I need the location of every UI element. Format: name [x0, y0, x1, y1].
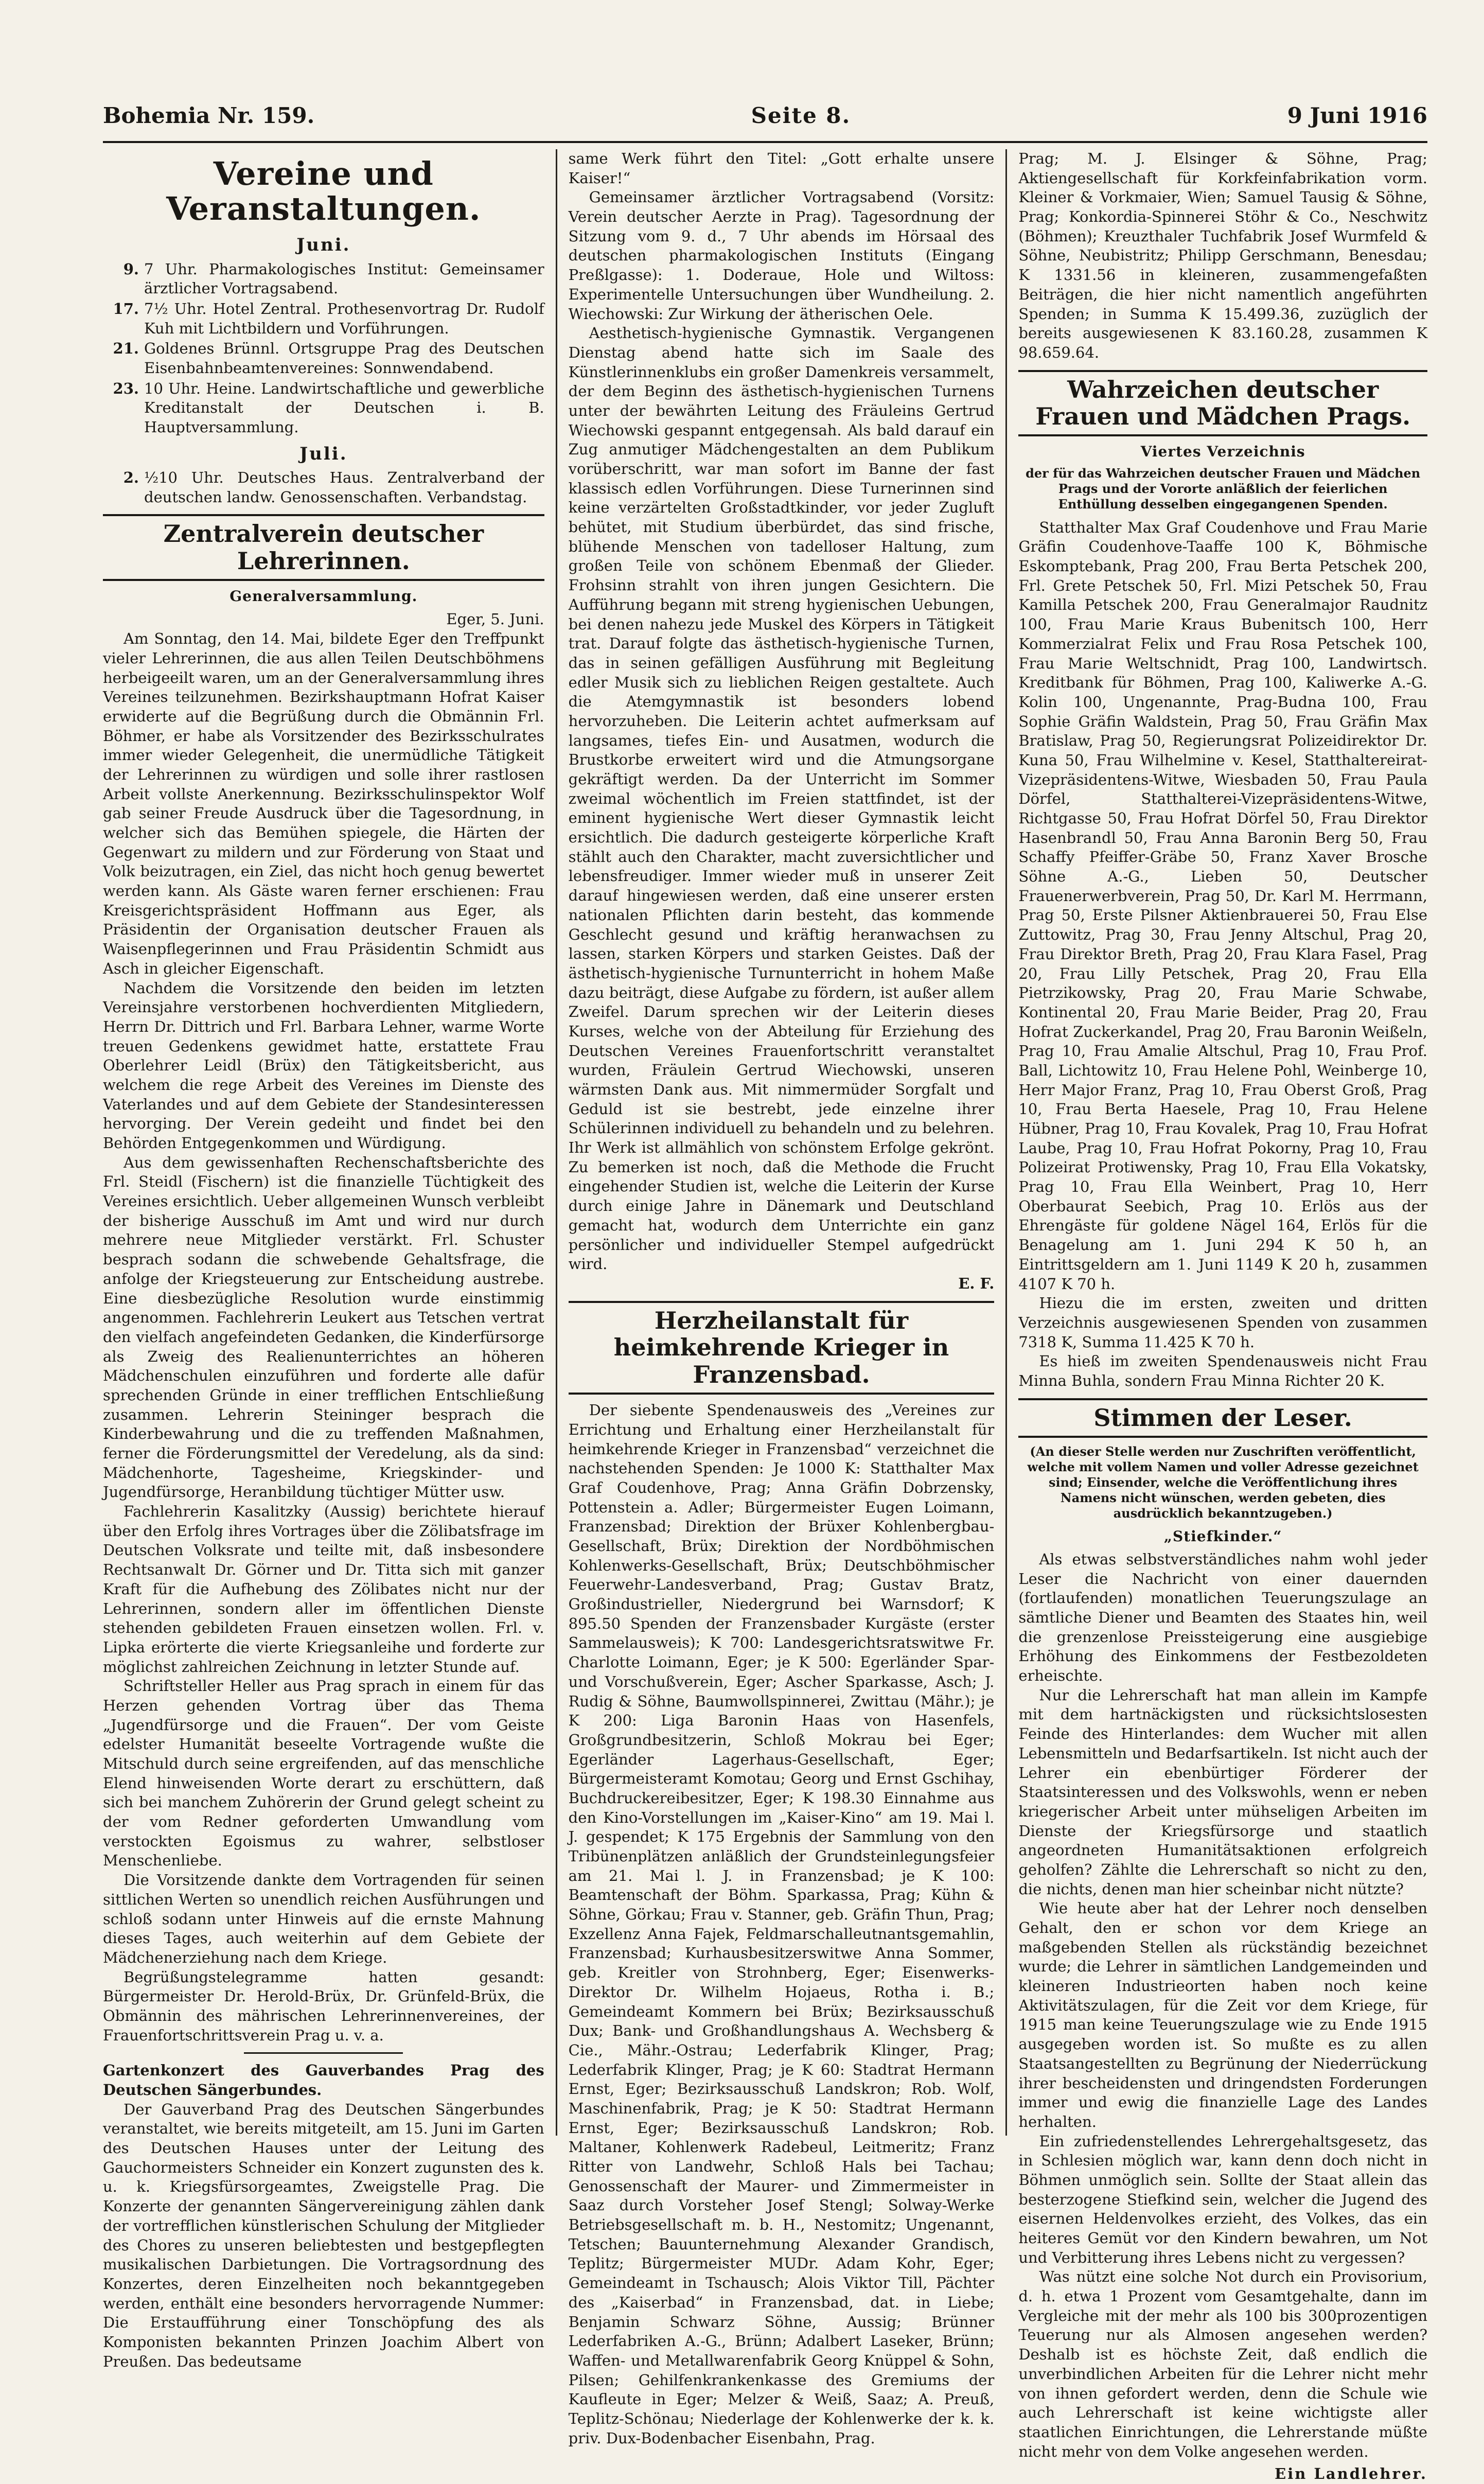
event-day: 17. [113, 300, 139, 318]
article-paragraph: Am Sonntag, den 14. Mai, bildete Eger den Treffpunkt vieler Lehrerinnen, die aus allen Teilen Deutschböhmens herbeigeeilt waren, um an der Generalversammlung ihres Vereines teilzunehmen. Bezirkshauptmann Hofrat Kaiser erwiderte auf die Begrüßung durch die Obmännin Frl. Böhmer, er habe als Vorsitzender des Bezirksschulrates immer wieder Gelegenheit, die unermüdliche Tätigkeit der Lehrerinnen zu würdigen und solle ihrer rastlosen Arbeit vollste Anerkennung. Bezirksschulinspektor Wolf gab seiner Freude Ausdruck über die Tagesordnung, in welcher sich das Bemühen spiegele, die Härten der Gegenwart zu mildern und zur Förderung von Staat und Volk beizutragen, ein Ziel, das nicht hoch genug bewertet werden kann. Als Gäste waren ferner erschienen: Frau Kreisgerichtspräsident Hoffmann aus Eger, als Präsidentin der Organisation deutscher Frauen als Waisenpflegerinnen und Frau Präsidentin Schmidt aus Asch in gleicher Eigenschaft. [103, 630, 544, 977]
event-day: 23. [113, 379, 139, 397]
article-paragraph: Der Gauverband Prag des Deutschen Sängerbundes veranstaltet, wie bereits mitgeteilt, am 15. Juni im Garten des Deutschen Hauses unter der Leitung des Gauchormeisters Schneider ein Konzert zugunsten des k. u. k. Kriegsfürsorgeamtes, Zweigstelle Prag. Die Konzerte der genannten Sängervereinigung zählen dank der vortrefflichen künstlerischen Schulung der Mitglieder des Chores zu unseren beliebtesten und bestgepflegten musikalischen Darbietungen. Die Vortragsordnung des Konzertes, deren Einzelheiten noch bekanntgegeben werden, enthält eine besonders hervorragende Nummer: Die Erstaufführung einer Tonschöpfung des als Komponisten bekannten Prinzen Joachim Albert von Preußen. Das bedeutsame [103, 2100, 544, 2370]
article-paragraph: Aesthetisch-hygienische Gymnastik. Vergangenen Dienstag abend hatte sich im Saale des Künstlerinnenklubs ein großer Damenkreis versammelt, der dem Beginn des ästhetisch-hygienischen Turnens unter der bewährten Leitung des Fräuleins Gertrud Wiechowski gespannt entgegensah. Als bald darauf ein Zug anmutiger Mädchengestalten an dem Publikum vorüberschritt, war man sofort im Banne der fast klassisch edlen Vorführungen. Diese Turnerinnen sind keine verzärtelten Großstadtkinder, vor jeder Zugluft behütet, mit Studium überbürdet, das sind frische, blühende Menschen von tadelloser Haltung, zum großen Teile von schönem Ebenmaß der Glieder. Frohsinn strahlt von ihren jungen Gesichtern. Die Aufführung begann mit streng hygienischen Uebungen, bei denen nahezu jede Muskel des Körpers in Tätigkeit trat. Darauf folgte das ästhetisch-hygienische Turnen, das in seinen gefälligen Ausführung mit Begleitung edler Musik sich zu lieblichen Reigen gestaltete. Auch die Atemgymnastik ist besonders lobend hervorzuheben. Die Leiterin achtet aufmerksam auf langsames, tiefes Ein- und Ausatmen, wodurch die Brustkorbe erweitert wird und die Atmungsorgane gekräftigt werden. Da der Unterricht im Sommer zweimal wöchentlich im Freien stattfindet, ist der eminent hygienische Wert dieser Gymnastik leicht ersichtlich. Die dadurch gesteigerte körperliche Kraft stählt auch den Charakter, macht zuversichtlicher und lebensfreudiger. Immer wieder muß in unserer Zeit darauf hingewiesen werden, daß eine unserer ersten nationalen Pflichten darin besteht, das kommende Geschlecht gesund und kräftig heranwachsen zu lassen, starken Körpers und starken Geistes. Daß der ästhetisch-hygienische Turnunterricht in hohem Maße dazu beiträgt, diese Aufgabe zu fördern, ist außer allem Zweifel. Darum sprechen wir der Leiterin dieses Kurses, welche von der Abteilung für Erziehung des Deutschen Vereines Frauenfortschritt veranstaltet wurden, Fräulein Gertrud Wiechowski, unseren wärmsten Dank aus. Mit nimmermüder Sorgfalt und Geduld ist sie bestrebt, jede einzelne ihrer Schülerinnen individuell zu behandeln und zu belehren. Ihr Werk ist allmählich von schönstem Erfolge gekrönt. Zu bemerken ist noch, daß die Methode die Frucht eingehender Studien ist, welche die Leiterin der Kurse durch einige Jahre in Dänemark und Deutschland gemacht hat, wodurch dem Unterrichte ein ganz persönlicher und individueller Stempel aufgedrückt wird. [568, 324, 995, 1273]
article-paragraph: Nur die Lehrerschaft hat man allein im Kampfe mit dem hartnäckigsten und rücksichtslosesten Feinde des Hinterlandes: dem Wucher mit allen Lebensmitteln und Bedarfsartikeln. Ist nicht auch der Lehrer ein ebenbürtiger Förderer der Staatsinteressen und des Volkswohls, wenn er neben kriegerischer Arbeit unter mühseligen Arbeiten im Dienste der Kriegsfürsorge und staatlich angeordneten Humanitätsaktionen erfolgreich geholfen? Zählte die Lehrerschaft so nicht zu den, die nichts, denen man hier scheinbar nicht nützte? [1018, 1686, 1427, 1898]
article-paragraph: Aus dem gewissenhaften Rechenschaftsberichte des Frl. Steidl (Fischern) ist die finanzielle Tüchtigkeit des Vereines ersichtlich. Ueber allgemeinen Wunsch verbleibt der bisherige Ausschuß im Amt und wird nur durch mehrere neue Mitglieder verstärkt. Frl. Schuster besprach sodann die schwebende Gehaltsfrage, die anfolge der Kriegsteuerung zur Entscheidung austrebe. Eine diesbezügliche Resolution wurde einstimmig angenommen. Fachlehrerin Leukert aus Tetschen vertrat den vielfach angefeindeten Gedanken, die Kinderfürsorge als Zweig des Realienunterrichtes an höheren Mädchenschulen einzuführen und forderte alle dafür sprechenden Gründe in einer trefflichen Entschließung zusammen. Lehrerin Steininger besprach die Kinderbewahrung und die zu treffenden Maßnahmen, ferner die Förderungsmittel der Veredelung, als da sind: Mädchenhorte, Tagesheime, Kriegskinder- und Jugendfürsorge, Heranbildung tüchtiger Mütter usw. [103, 1153, 544, 1501]
article-paragraph: Hiezu die im ersten, zweiten und dritten Verzeichnis ausgewiesenen Spenden von zusammen 7318 K, Summa 11.425 K 70 h. [1018, 1294, 1427, 1351]
event-item [103, 379, 544, 437]
event-day: 21. [113, 340, 139, 358]
article-paragraph: Es hieß im zweiten Spendenausweis nicht Frau Minna Buhla, sondern Frau Minna Richter 20 K. [1018, 1352, 1427, 1389]
section-header [103, 514, 544, 581]
month-june: Juni. [296, 235, 351, 256]
column-1 [103, 149, 556, 2370]
event-text: 7 Uhr. Pharmakologisches Institut: Gemeinsamer ärztlicher Vortragsabend. [144, 260, 544, 297]
event-text: Goldenes Brünnl. Ortsgruppe Prag des Deutschen Eisenbahnbeamtenvereines: Sonnwendabend. [144, 340, 544, 377]
month-july: Juli. [299, 443, 348, 464]
article-paragraph: Die Vorsitzende dankte dem Vortragenden für seinen sittlichen Werten so unendlich reichen Ausführungen und schloß sodann unter Hinweis auf die ernste Mahnung dieses Tages, auch weiterhin auf dem Gebiete der Mädchenerziehung nach dem Kriege. [103, 1871, 544, 1966]
letter-title: „Stiefkinder.“ [1163, 1527, 1282, 1545]
article-paragraph: Prag; M. J. Elsinger & Söhne, Prag; Aktiengesellschaft für Korkfeinfabrikation vorm. Kleiner & Vorkmaier, Wien; Samuel Tausig & Söhne, Prag; Konkordia-Spinnerei Stöhr & Co., Neschwitz (Böhmen); Kreuzthaler Tuchfabrik Josef Wurmfeld & Söhne, Neubistritz; Philipp Gerschmann, Benesdau; K 1331.56 in kleineren, zusammengefaßten Beiträgen, die hier nicht namentlich angeführten Spenden; in Summa K 15.499.36, zuzüglich der bereits ausgewiesenen K 83.160.28, zusammen K 98.659.64. [1018, 150, 1427, 361]
article-paragraph: Wie heute aber hat der Lehrer noch denselben Gehalt, den er schon vor dem Kriege an maßgebenden Stellen als rückständig bezeichnet wurde; die Lehrer in sämtlichen Landgemeinden und kleineren Industrieorten haben noch keine Aktivitätszulagen, für die Zeit vor dem Kriege, für 1915 man keine Teuerungszulage wie zu Ende 1915 ausgegeben worden ist. So mußte es zu allen Staatsangestellten zu Begrünung der Niederrückung ihrer bescheidensten und dringendsten Forderungen immer und ewig die finanzielle Lage des Landes herhalten. [1018, 1899, 1427, 2130]
column-3 [1005, 149, 1427, 2483]
article-paragraph: Statthalter Max Graf Coudenhove und Frau Marie Gräfin Coudenhove-Taaffe 100 K, Böhmische Eskomptebank, Prag 200, Frau Berta Petschek 200, Frl. Grete Petschek 50, Frl. Mizi Petschek 50, Frau Kamilla Petschek 200, Frau Generalmajor Raudnitz 100, Frau Marie Kraus Bubenitsch 100, Herr Kommerzialrat Felix und Frau Rosa Petschek 100, Frau Marie Weltschnidt, Prag 100, Landwirtsch. Kreditbank für Böhmen, Prag 100, Kaliwerke A.-G. Kolin 100, Ungenannte, Prag-Budna 100, Frau Sophie Gräfin Waldstein, Prag 50, Frau Gräfin Max Bratislaw, Prag 50, Regierungsrat Polizeidirektor Dr. Kuna 50, Frau Wilhelmine v. Kesel, Statthaltereirat-Vizepräsidentens-Witwe, Wiesbaden 50, Frau Paula Dörfel, Statthalterei-Vizepräsidentens-Witwe, Richtgasse 50, Frau Hofrat Dörfel 50, Frau Direktor Hasenbrandl 50, Frau Anna Baronin Berg 50, Frau Schaffy Pfeiffer-Gräbe 50, Franz Xaver Brosche Söhne A.-G., Lieben 50, Deutscher Frauenerwerbverein, Prag 50, Dr. Karl M. Herrmann, Prag 50, Erste Pilsner Aktienbrauerei 50, Frau Else Zuttowitz, Prag 30, Frau Jenny Altschul, Prag 20, Frau Direktor Breth, Prag 20, Frau Klara Fasel, Prag 20, Frau Lilly Petschek, Prag 20, Frau Ella Pietrzikowsky, Prag 20, Frau Marie Schwabe, Kontinental 20, Frau Marie Beider, Prag 20, Frau Hofrat Zuckerkandel, Prag 20, Frau Baronin Weißeln, Prag 10, Frau Amalie Altschul, Prag 10, Frau Prof. Ball, Lichtowitz 10, Frau Helene Pohl, Weinberge 10, Herr Major Franz, Prag 10, Frau Oberst Groß, Prag 10, Frau Berta Haesele, Prag 10, Frau Helene Hübner, Prag 10, Frau Kovalek, Prag 10, Frau Hofrat Laube, Prag 10, Frau Hofrat Pokorny, Prag 10, Frau Polizeirat Protiwensky, Prag 10, Frau Ella Vokatsky, Prag 10, Frau Ella Weinbert, Prag 10, Herr Oberbaurat Seebich, Prag 10. Erlös aus der Ehrengäste für goldene Nägel 164, Erlös für die Benagelung am 1. Juni 294 K 50 h, an Eintrittsgeldern am 1. Juni 1149 K 20 h, zusammen 4107 K 70 h. [1018, 518, 1427, 1293]
event-day: 9. [123, 260, 139, 278]
article-heading: Gartenkonzert des Gauverbandes Prag des Deutschen Sängerbundes. [103, 2062, 544, 2099]
article-paragraph: Der siebente Spendenausweis des „Vereines zur Errichtung und Erhaltung einer Herzheilanstalt für heimkehrende Krieger in Franzensbad“ verzeichnet die nachstehenden Spenden: Je 1000 K: Statthalter Max Graf Coudenhove, Prag; Anna Gräfin Dobrzensky, Pottenstein a. Adler; Bürgermeister Eugen Loimann, Franzensbad; Direktion der Brüxer Kohlenbergbau-Gesellschaft, Brüx; Direktion der Nordböhmischen Kohlenwerks-Gesellschaft, Brüx; Deutschböhmischer Feuerwehr-Landesverband, Prag; Gustav Bratz, Großindustrieller, Niedergrund bei Warnsdorf; K 895.50 Spenden der Franzensbader Kurgäste (erster Sammelausweis); K 700: Landesgerichtsratswitwe Fr. Charlotte Loimann, Eger; je K 500: Egerländer Spar- und Vorschußverein, Eger; Ascher Sparkasse, Asch; J. Rudig & Söhne, Baumwollspinnerei, Zwittau (Mähr.); je K 200: Liga Baronin Haas von Hasenfels, Großgrundbesitzerin, Schloß Mokrau bei Eger; Egerländer Lagerhaus-Gesellschaft, Eger; Bürgermeisteramt Komotau; Georg und Ernst Gschihay, Buchdruckereibesitzer, Eger; K 198.30 Einnahme aus den Kino-Vorstellungen im „Kaiser-Kino“ am 19. Mai l. J. gespendet; K 175 Ergebnis der Sammlung von den Tribünenplätzen anläßlich der Grundsteinlegungsfeier am 21. Mai l. J. in Franzensbad; je K 100: Beamtenschaft der Böhm. Sparkassa, Prag; Kühn & Söhne, Görkau; Frau v. Stanner, geb. Gräfin Thun, Prag; Exzellenz Anna Fajek, Feldmarschalleutnantsgemahlin, Franzensbad; Kurhausbesitzerswitwe Anna Sommer, geb. Kreitler von Strohnberg, Eger; Eisenwerks-Direktor Dr. Wilhelm Hojaeus, Rotha i. B.; Gemeindeamt Kommern bei Brüx; Bezirksausschuß Dux; Bank- und Großhandlungshaus A. Wechsberg & Cie., Mähr.-Ostrau; Lederfabrik Klinger, Prag; Lederfabrik Klinger, Prag; je K 60: Stadtrat Hermann Ernst, Eger; Bezirksausschuß Landskron; Rob. Wolf, Maschinenfabrik, Prag; je K 50: Stadtrat Hermann Ernst, Eger; Bezirksausschuß Landskron; Rob. Maltaner, Kohlenwerk Radebeul, Leitmeritz; Franz Ritter von Landwehr, Schloß Hals bei Tachau; Genossenschaft der Maurer- und Zimmermeister in Saaz durch Vorsteher Josef Stengl; Solway-Werke Betriebsgesellschaft m. b. H., Nestomitz; Ungenannt, Tetschen; Bauunternehmung Alexander Grandisch, Teplitz; Bürgermeister MUDr. Adam Kohr, Eger; Gemeindeamt in Tschausch; Alois Viktor Till, Pächter des „Kaiserbad“ in Franzensbad, dat. in Liebe; Benjamin Schwarz Söhne, Aussig; Brünner Lederfabriken A.-G., Brünn; Adalbert Laseker, Brünn; Waffen- und Metallwarenfabrik Georg Knüppel & Sohn, Pilsen; Gehilfenkrankenkasse des Gremiums der Kaufleute in Eger; Melzer & Weiß, Saaz; A. Preuß, Teplitz-Schönau; Niederlage der Kohlenwerke der k. k. priv. Dux-Bodenbacher Eisenbahn, Prag. [568, 1401, 995, 2447]
divider [244, 2052, 403, 2054]
article-signature: E. F. [958, 1274, 995, 1292]
article-paragraph: Begrüßungstelegramme hatten gesandt: Bürgermeister Dr. Herold-Brüx, Dr. Grünfeld-Brüx, die Obmännin des mährischen Lehrerinnenvereines, der Frauenfortschrittsverein Prag u. v. a. [103, 1968, 544, 2044]
article-paragraph: Fachlehrerin Kasalitzky (Aussig) berichtete hierauf über den Erfolg ihres Vortrages über die Zölibatsfrage im Deutschen Volksrate und teilte mit, daß insbesondere Rechtsanwalt Dr. Görner und Dr. Titta sich mit ganzer Kraft für die Aufhebung des Zölibates nicht nur der Lehrerinnen, sondern aller im öffentlichen Dienste stehenden gebildeten Frauen einsetzen wollen. Frl. v. Lipka erörterte die vierte Kriegsanleihe und forderte zur möglichst zahlreichen Zeichnung in letzter Stunde auf. [103, 1503, 544, 1676]
article-paragraph: Was nützt eine solche Not durch ein Provisorium, d. h. etwa 1 Prozent vom Gesamtgehalte, dann im Vergleiche mit der mehr als 100 bis 300prozentigen Teuerung nur als Almosen angesehen werden? Deshalb ist es höchste Zeit, daß endlich die unverbindlichen Arbeiten für die Lehrer nicht mehr von ihnen gefordert werden, denn die Schule wie auch Lehrerschaft ist keine wichtigste aller staatlichen Einrichtungen, die Lehrerstande müßte nicht mehr von dem Volke angesehen werden. [1018, 2268, 1427, 2460]
dateline: Eger, 5. Juni. [446, 610, 544, 628]
section-title: Zentralverein deutscher Lehrerinnen. [163, 520, 484, 575]
article-paragraph: Ein zufriedenstellendes Lehrergehaltsgesetz, das in Schlesien möglich war, kann denn doch nicht in Böhmen unmöglich sein. Sollte der Staat allein das besterzogene Stiefkind sein, welcher die Jugend des eisernen Heldenvolkes erzieht, des Volkes, das ein heiteres Gemüt vor den Kindern bewahren, um Not und Verbitterung ihres Lebens nicht zu vergessen? [1018, 2132, 1427, 2266]
section-note: der für das Wahrzeichen deutscher Frauen und Mädchen Prags und der Vororte anläßlich der feierlichen Enthüllung desselben eingegangenen Spenden. [1026, 465, 1421, 512]
event-text: ½10 Uhr. Deutsches Haus. Zentralverband der deutschen landw. Genossenschaften. Verbandstag. [144, 468, 544, 506]
section-header [1018, 1398, 1427, 1438]
event-item [103, 468, 544, 507]
article-paragraph: Gemeinsamer ärztlicher Vortragsabend (Vorsitz: Verein deutscher Aerzte in Prag). Tagesordnung der Sitzung vom 9. d., 7 Uhr abends im Hörsaal des deutschen pharmakologischen Instituts (Eingang Preßlgasse): 1. Doderaue, Hole und Wiltoss: Experimentelle Untersuchungen über Wundheilung. 2. Wiechowski: Zur Wirkung der ätherischen Oele. [568, 188, 995, 323]
section-title: Herzheilanstalt für heimkehrende Krieger in Franzensbad. [613, 1306, 949, 1389]
event-day: 2. [123, 468, 139, 486]
column-2 [556, 149, 1006, 2447]
section-title: Wahrzeichen deutscher Frauen und Mädchen Prags. [1035, 375, 1411, 431]
section-subtitle: Viertes Verzeichnis [1140, 443, 1305, 461]
section-note: (An dieser Stelle werden nur Zuschriften veröffentlicht, welche mit vollem Namen und voller Adresse gezeichnet sind; Einsender, welche die Veröffentlichung ihres Namens nicht wünschen, werden gebeten, dies ausdrücklich bekanntzugeben.) [1027, 1443, 1419, 1521]
issue-label: Bohemia Nr. 159. [103, 103, 315, 128]
section-subtitle: Generalversammlung. [229, 588, 418, 605]
page-number: Seite 8. [751, 103, 851, 128]
events-june-list [103, 260, 544, 437]
section-header [1018, 370, 1427, 437]
event-item [103, 300, 544, 338]
article-paragraph: Als etwas selbstverständliches nahm wohl jeder Leser die Nachricht von einer dauernden (fortlaufenden) monatlichen Teuerungszulage an sämtliche Diener und Beamten des Staates hin, weil die grenzenlose Preissteigerung eine ausgiebige Erhöhung des Einkommens der Festbezoldeten erheischte. [1018, 1550, 1427, 1685]
section-header [569, 1301, 995, 1395]
event-text: 7½ Uhr. Hotel Zentral. Prothesenvortrag Dr. Rudolf Kuh mit Lichtbildern und Vorführungen. [144, 300, 544, 337]
event-text: 10 Uhr. Heine. Landwirtschaftliche und gewerbliche Kreditanstalt der Deutschen i. B. Hauptversammlung. [144, 379, 544, 436]
article-paragraph: Nachdem die Vorsitzende den beiden im letzten Vereinsjahre verstorbenen hochverdienten Mitgliedern, Herrn Dr. Dittrich und Frl. Barbara Lehner, warme Worte treuen Gedenkens gewidmet hatte, erstattete Frau Oberlehrer Leidl (Brüx) den Tätigkeitsbericht, aus welchem die rege Arbeit des Vereines im Dienste des Vaterlandes und auf dem Gebiete der Standesinteressen hervorging. Der Verein gedeiht und findet bei den Behörden Entgegenkommen und Würdigung. [103, 979, 544, 1152]
event-item [103, 339, 544, 378]
article-paragraph: same Werk führt den Titel: „Gott erhalte unsere Kaiser!“ [568, 150, 995, 187]
letter-signature: Ein Landlehrer. [1275, 2465, 1427, 2483]
page-header [103, 103, 1427, 143]
article-paragraph: Schriftsteller Heller aus Prag sprach in einem für das Herzen gehenden Vortrag über das Thema „Jugendfürsorge und die Frauen“. Der vom Geiste edelster Humanität beseelte Vortragende wußte die Mitschuld durch seine ergreifenden, auf das menschliche Elend hinweisenden Worte derart zu erschüttern, daß sich bei manchem Zuhörerin der Grund gelegt scheint zu der vom Redner geforderten Umwandlung vom verstockten Egoismus zu wahrer, selbstloser Menschenliebe. [103, 1677, 544, 1870]
events-title: Vereine und Veranstaltungen. [166, 155, 481, 228]
event-item [103, 260, 544, 298]
section-title: Stimmen der Leser. [1093, 1403, 1352, 1432]
issue-date: 9 Juni 1916 [1287, 103, 1427, 128]
columns [103, 149, 1427, 2483]
